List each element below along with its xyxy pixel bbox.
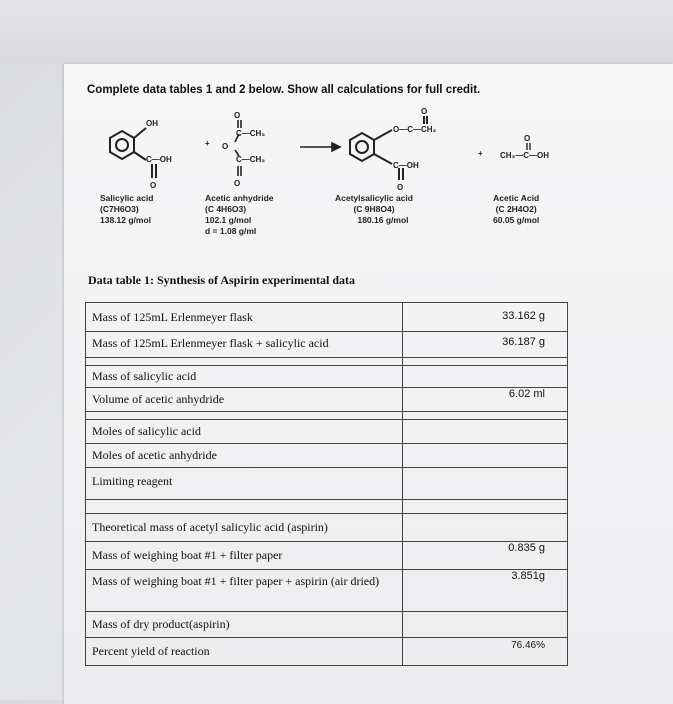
row-label: Mass of weighing boat #1 + filter paper + aspirin (air dried) bbox=[86, 570, 403, 612]
spacer-cell bbox=[86, 412, 403, 420]
table-row bbox=[86, 542, 568, 570]
oh-text: OH bbox=[146, 119, 158, 128]
row-value-cell[interactable]: 0.835 g bbox=[403, 542, 568, 570]
spacer-cell bbox=[403, 500, 568, 514]
anhydride-bottom-o: O bbox=[234, 179, 241, 188]
row-label: Mass of salicylic acid bbox=[86, 366, 403, 388]
spacer-cell bbox=[403, 358, 568, 366]
compound-name: Salicylic acid bbox=[100, 193, 154, 203]
compound-acetic-anhydride bbox=[205, 193, 274, 237]
table-row bbox=[86, 366, 568, 388]
anhydride-top-o: O bbox=[234, 111, 241, 120]
row-label: Limiting reagent bbox=[86, 468, 403, 500]
anhydride-ch3-top: C—CH₃ bbox=[236, 129, 266, 138]
compound-name: Acetic Acid bbox=[493, 193, 540, 203]
row-label: Moles of acetic anhydride bbox=[86, 444, 403, 468]
row-value-cell[interactable]: 3.851g bbox=[403, 570, 568, 612]
carbonyl-o-text: O bbox=[150, 181, 157, 190]
table-row bbox=[86, 412, 568, 420]
instruction-text: Complete data tables 1 and 2 below. Show all calculations for full credit. bbox=[87, 84, 481, 96]
row-value-cell[interactable] bbox=[403, 468, 568, 500]
row-value-cell[interactable] bbox=[403, 420, 568, 444]
row-label: Mass of 125mL Erlenmeyer flask bbox=[86, 303, 403, 332]
spacer-cell bbox=[403, 412, 568, 420]
compound-name: Acetylsalicylic acid bbox=[335, 193, 413, 203]
compound-acetic-acid bbox=[493, 193, 539, 226]
data-table-title: Data table 1: Synthesis of Aspirin experimental data bbox=[88, 273, 355, 287]
compound-mass: 180.16 g/mol bbox=[357, 215, 409, 225]
row-value-cell[interactable] bbox=[403, 514, 568, 542]
table-row bbox=[86, 358, 568, 366]
acetic-acid-text: CH₃—C—OH bbox=[500, 151, 550, 160]
table-row bbox=[86, 388, 568, 412]
table-row bbox=[86, 444, 568, 468]
compound-mass: 102.1 g/mol bbox=[205, 215, 252, 225]
anhydride-bridge-o: O bbox=[222, 142, 229, 151]
table-row bbox=[86, 303, 568, 332]
compound-formula: (C 9H8O4) bbox=[353, 204, 395, 214]
compound-mass: 60.05 g/mol bbox=[493, 215, 540, 225]
row-label: Volume of acetic anhydride bbox=[86, 388, 403, 412]
c-oh-text: C—OH bbox=[146, 155, 172, 164]
aspirin-ester-text: O—C—CH₃ bbox=[393, 125, 437, 134]
aspirin-top-o: O bbox=[421, 107, 428, 116]
table-row bbox=[86, 514, 568, 542]
acetic-acid-o: O bbox=[524, 134, 531, 143]
spacer-cell bbox=[86, 500, 403, 514]
row-label: Percent yield of reaction bbox=[86, 638, 403, 666]
compound-salicylic-acid bbox=[100, 193, 153, 226]
compound-formula: (C7H6O3) bbox=[100, 204, 139, 214]
table-row bbox=[86, 332, 568, 358]
spacer-cell bbox=[86, 358, 403, 366]
data-table-1 bbox=[85, 302, 568, 666]
compound-density: d = 1.08 g/ml bbox=[205, 226, 257, 236]
row-value-cell[interactable]: 33.162 g bbox=[403, 303, 568, 332]
compound-formula: (C 4H6O3) bbox=[205, 204, 247, 214]
plus-sign-2: + bbox=[478, 149, 483, 158]
compound-name: Acetic anhydride bbox=[205, 193, 274, 203]
row-label: Mass of 125mL Erlenmeyer flask + salicylic acid bbox=[86, 332, 403, 358]
row-label: Theoretical mass of acetyl salicylic acid (aspirin) bbox=[86, 514, 403, 542]
row-value-cell[interactable]: 6.02 ml bbox=[403, 388, 568, 412]
compound-formula: (C 2H4O2) bbox=[495, 204, 537, 214]
row-value-cell[interactable]: 76.46% bbox=[403, 638, 568, 666]
salicylic-acid-structure bbox=[110, 128, 156, 178]
compound-acetylsalicylic-acid bbox=[335, 193, 413, 226]
table-row bbox=[86, 612, 568, 638]
anhydride-ch3-bottom: C—CH₃ bbox=[236, 155, 266, 164]
row-value-cell[interactable] bbox=[403, 444, 568, 468]
reaction-arrow bbox=[300, 143, 340, 151]
table-row bbox=[86, 570, 568, 612]
aspirin-c-oh: C—OH bbox=[393, 161, 419, 170]
table-row bbox=[86, 500, 568, 514]
plus-sign: + bbox=[205, 139, 210, 148]
aspirin-carbonyl-o: O bbox=[397, 183, 404, 192]
acetic-acid-structure bbox=[527, 143, 530, 150]
row-value-cell[interactable] bbox=[403, 366, 568, 388]
row-label: Mass of weighing boat #1 + filter paper bbox=[86, 542, 403, 570]
compound-mass: 138.12 g/mol bbox=[100, 215, 152, 225]
row-value-cell[interactable] bbox=[403, 612, 568, 638]
row-label: Moles of salicylic acid bbox=[86, 420, 403, 444]
row-value-cell[interactable]: 36.187 g bbox=[403, 332, 568, 358]
row-label: Mass of dry product(aspirin) bbox=[86, 612, 403, 638]
table-row bbox=[86, 468, 568, 500]
table-row bbox=[86, 638, 568, 666]
table-row bbox=[86, 420, 568, 444]
